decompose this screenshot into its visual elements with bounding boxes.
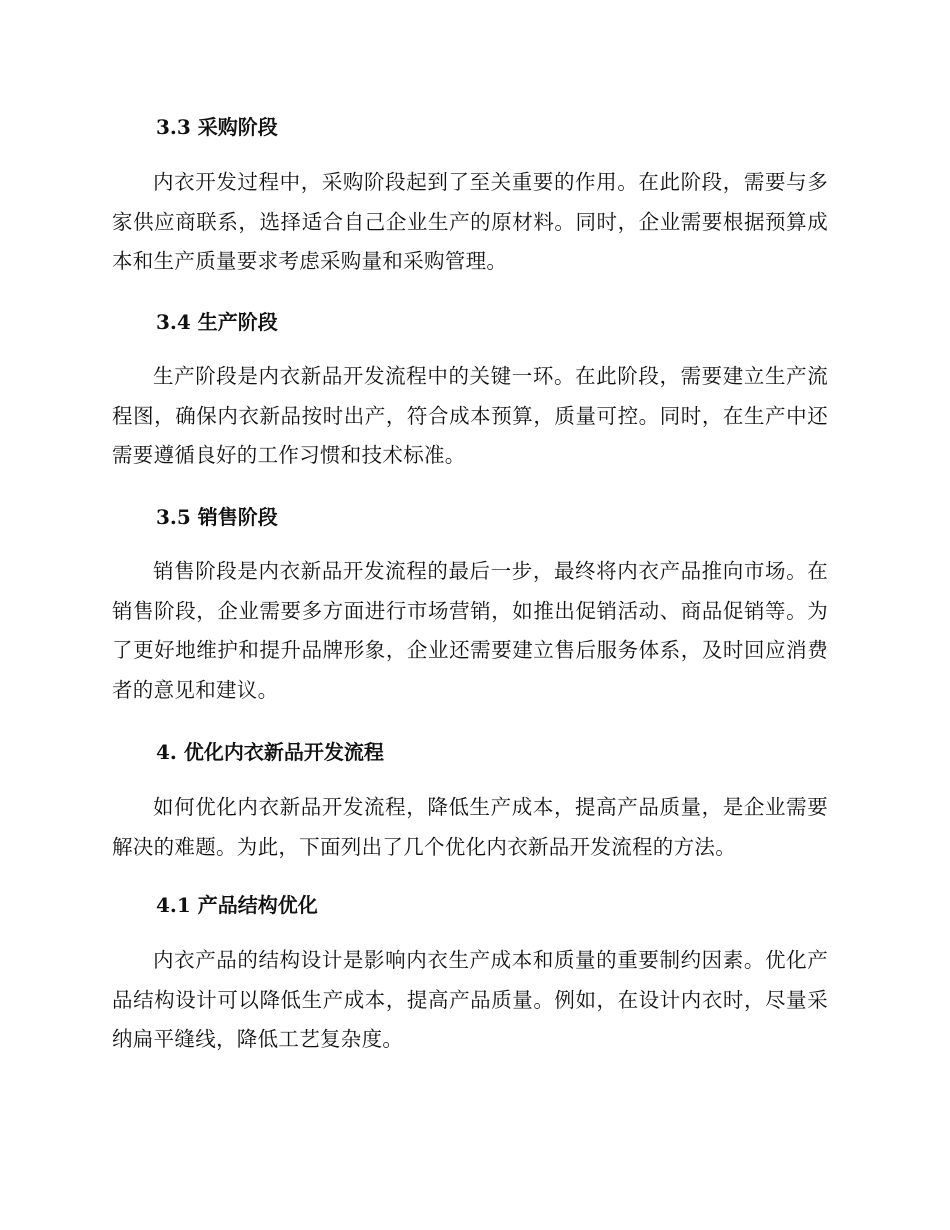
section-paragraph-4-1: 内衣产品的结构设计是影响内衣生产成本和质量的重要制约因素。优化产品结构设计可以降低生产成本，提高产品质量。例如，在设计内衣时，尽量采纳扁平缝线，降低工艺复杂度。 [112, 948, 828, 1051]
section-heading-4-1: 4.1 产品结构优化 [156, 893, 318, 917]
section-heading-3-5: 3.5 销售阶段 [156, 505, 278, 529]
section-paragraph-3-3: 内衣开发过程中，采购阶段起到了至关重要的作用。在此阶段，需要与多家供应商联系，选择适合自己企业生产的原材料。同时，企业需要根据预算成本和生产质量要求考虑采购量和采购管理。 [112, 170, 828, 273]
section-paragraph-3-5: 销售阶段是内衣新品开发流程的最后一步，最终将内衣产品推向市场。在销售阶段，企业需要多方面进行市场营销，如推出促销活动、商品促销等。为了更好地维护和提升品牌形象，企业还需要建立售后服务体系，及时回应消费者的意见和建议。 [112, 559, 828, 702]
section-heading-4: 4. 优化内衣新品开发流程 [156, 740, 384, 764]
section-paragraph-4: 如何优化内衣新品开发流程，降低生产成本，提高产品质量，是企业需要解决的难题。为此，下面列出了几个优化内衣新品开发流程的方法。 [112, 795, 828, 859]
section-heading-3-3: 3.3 采购阶段 [156, 115, 278, 139]
section-paragraph-3-4: 生产阶段是内衣新品开发流程中的关键一环。在此阶段，需要建立生产流程图，确保内衣新品按时出产，符合成本预算，质量可控。同时，在生产中还需要遵循良好的工作习惯和技术标准。 [112, 364, 828, 467]
section-heading-3-4: 3.4 生产阶段 [156, 310, 278, 334]
